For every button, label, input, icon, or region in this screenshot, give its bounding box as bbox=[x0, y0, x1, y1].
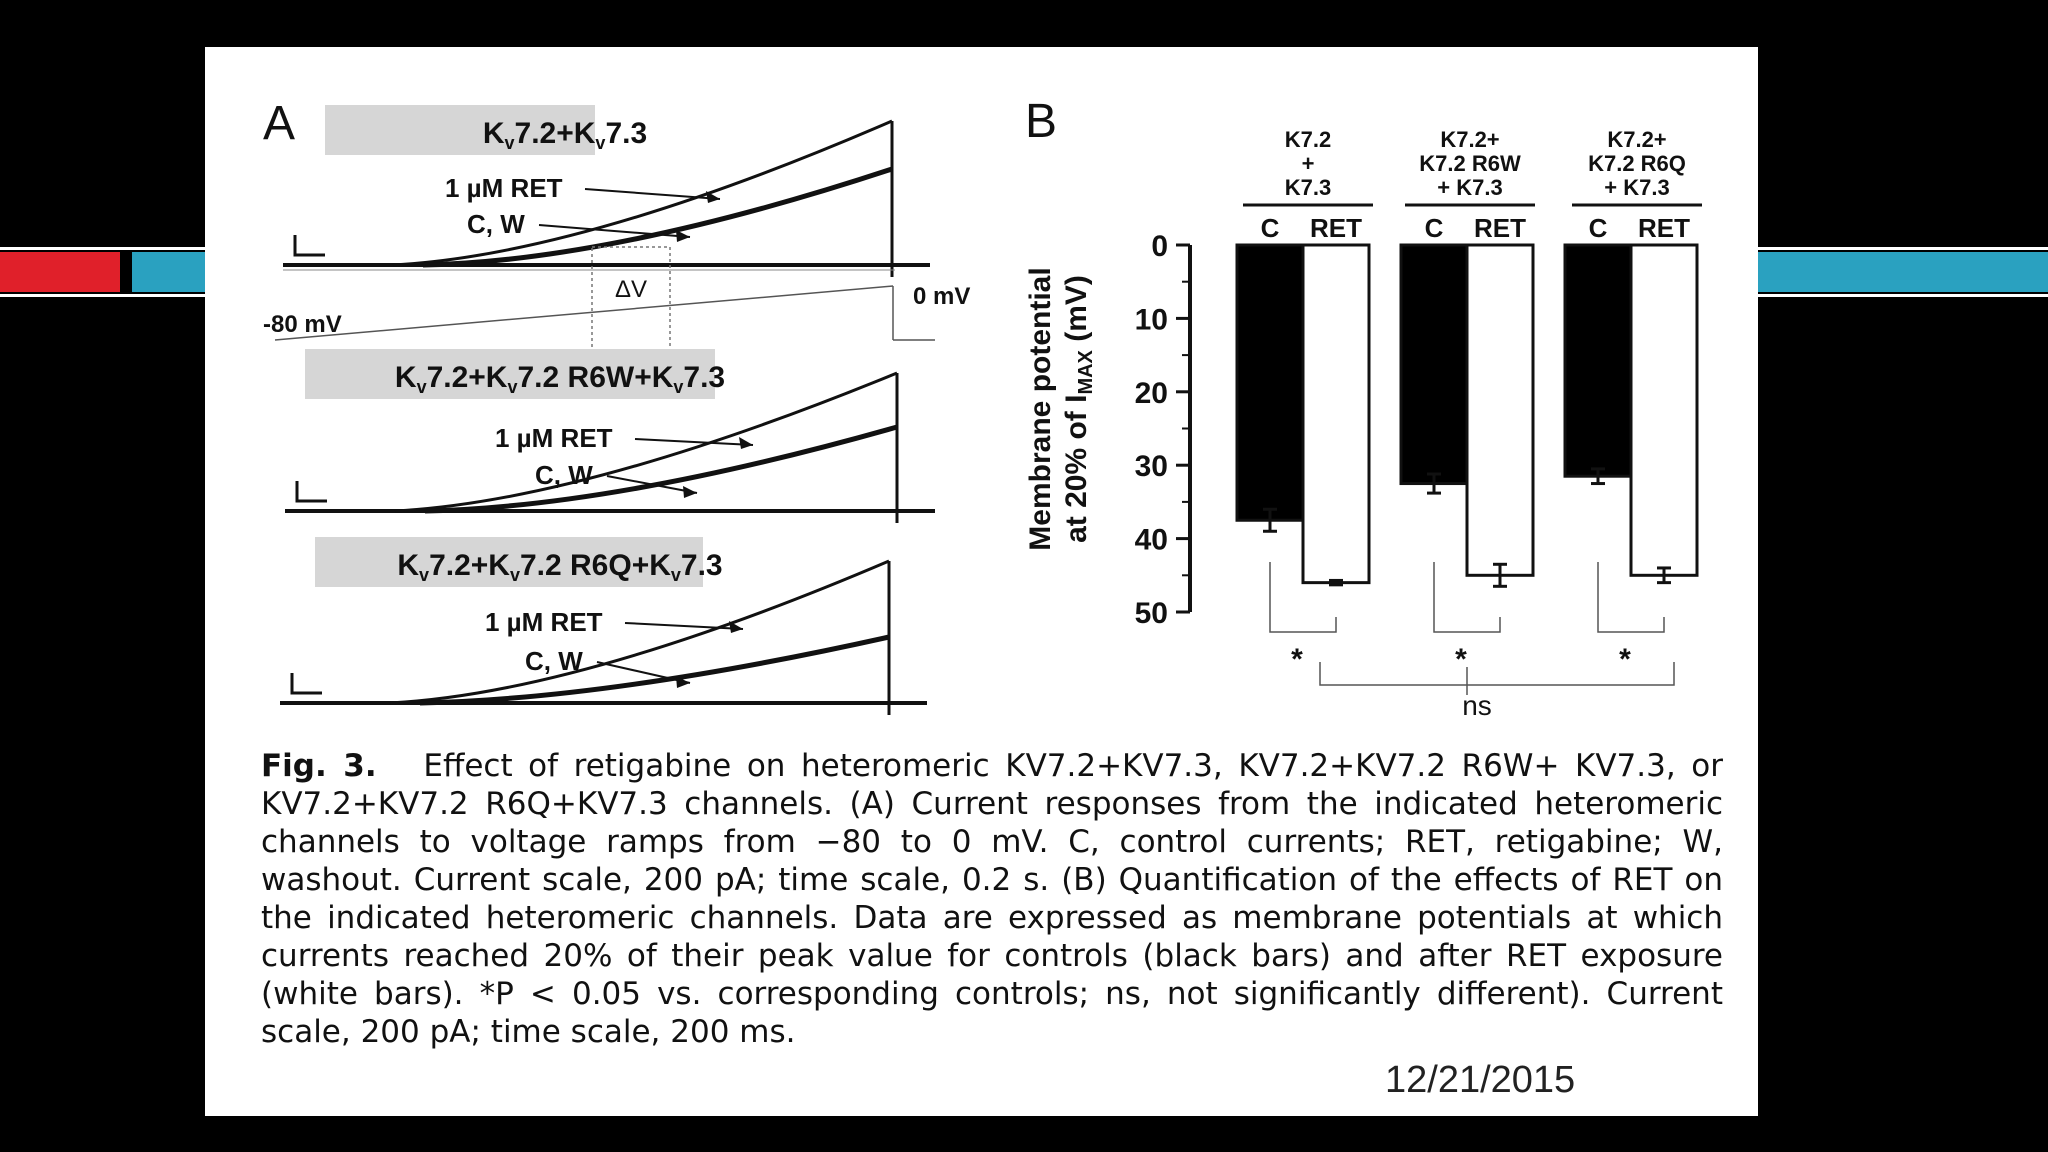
control-current-curve bbox=[420, 637, 889, 703]
scale-bar bbox=[297, 481, 327, 501]
title-segment: K bbox=[394, 361, 417, 394]
ramp-start-label: -80 mV bbox=[263, 311, 342, 338]
figure-caption bbox=[261, 747, 1723, 1051]
cw-label: C, W bbox=[535, 460, 593, 490]
ret-label: 1 µM RET bbox=[485, 607, 603, 637]
title-segment: K bbox=[482, 117, 505, 150]
bar-label: RET bbox=[1310, 213, 1362, 243]
title-subscript: v bbox=[507, 377, 518, 397]
ret-label: 1 µM RET bbox=[445, 173, 563, 203]
y-label-unit: (mV) bbox=[1060, 275, 1093, 351]
panel-a-letter: A bbox=[263, 97, 296, 150]
cw-label: C, W bbox=[467, 209, 525, 239]
ramp-end-label: 0 mV bbox=[913, 283, 971, 310]
group-header-line: K7.2+ bbox=[1440, 127, 1500, 152]
title-subscript: v bbox=[673, 377, 684, 397]
voltage-ramp-line bbox=[275, 286, 893, 340]
group-header-line: K7.2+ bbox=[1607, 127, 1667, 152]
cw-label: C, W bbox=[525, 646, 583, 676]
scale-bar bbox=[292, 673, 322, 693]
bar-label: C bbox=[1588, 213, 1608, 243]
title-subscript: v bbox=[595, 133, 606, 153]
title-segment: K bbox=[397, 549, 420, 582]
control-bar bbox=[1401, 245, 1467, 484]
delta-v-label: ΔV bbox=[614, 276, 648, 303]
title-segment: 7.2 R6W+K bbox=[517, 361, 674, 394]
title-subscript: v bbox=[419, 565, 430, 585]
cw-arrowhead bbox=[683, 486, 697, 498]
y-tick-label: 30 bbox=[1134, 450, 1168, 484]
bar-label: C bbox=[1424, 213, 1444, 243]
control-bar bbox=[1237, 245, 1303, 520]
y-tick-label: 10 bbox=[1134, 303, 1168, 337]
scale-bar bbox=[295, 235, 325, 255]
y-tick-label: 50 bbox=[1134, 597, 1168, 630]
ret-arrow bbox=[635, 439, 753, 445]
bar-group-1 bbox=[1237, 127, 1373, 676]
bar-group-2 bbox=[1401, 127, 1535, 676]
ret-arrowhead bbox=[739, 437, 753, 449]
figure-graphics bbox=[205, 47, 1758, 747]
y-axis-label bbox=[1024, 267, 1097, 550]
title-segment: 7.2+K bbox=[514, 117, 596, 150]
title-segment: 7.2 R6Q+K bbox=[519, 549, 671, 582]
group-header-line: K7.2 R6W bbox=[1419, 151, 1521, 176]
title-subscript: v bbox=[504, 133, 515, 153]
ret-label: 1 µM RET bbox=[495, 423, 613, 453]
control-bar bbox=[1565, 245, 1631, 476]
bar-group-3 bbox=[1565, 127, 1702, 676]
significance-star: * bbox=[1619, 643, 1631, 676]
ret-arrow bbox=[585, 189, 720, 199]
title-segment: 7.3 bbox=[605, 117, 648, 150]
y-tick-label: 20 bbox=[1134, 376, 1168, 410]
bar-label: RET bbox=[1474, 213, 1526, 243]
slide-date: 12/21/2015 bbox=[1385, 1059, 1576, 1101]
group-header-line: K7.2 R6Q bbox=[1588, 151, 1686, 176]
group-header-line: K7.2 bbox=[1284, 127, 1332, 152]
group-header-line: + bbox=[1301, 151, 1315, 176]
y-label-subscript: MAX bbox=[1075, 350, 1097, 395]
title-segment: 7.3 bbox=[683, 361, 726, 394]
title-segment: 7.3 bbox=[680, 549, 723, 582]
group-header-line: + K7.3 bbox=[1437, 175, 1503, 200]
bar-label: C bbox=[1260, 213, 1280, 243]
y-label-line-1: Membrane potential bbox=[1024, 267, 1057, 551]
bar-label: RET bbox=[1638, 213, 1690, 243]
panel-b-letter: B bbox=[1025, 95, 1058, 148]
significance-star: * bbox=[1455, 643, 1467, 676]
title-segment: 7.2+K bbox=[429, 549, 510, 582]
title-subscript: v bbox=[670, 565, 681, 585]
cw-arrowhead bbox=[676, 230, 690, 242]
caption-text: Effect of retigabine on heteromeric KV7.2+KV7.3, KV7.2+KV7.2 R6W+ KV7.3, or KV7.2+KV7.2 R6Q+KV7.3 channels. (A) Current responses from the indicated heteromeric channels to voltage ramps from −80 to 0 mV. C, control currents; RET, retigabine; W, washout. Current scale, 200 pA; time scale, 0.2 s. (B) Quantification of the effects of RET on the indicated heteromeric channels. Data are expressed as membrane potentials at which currents reached 20% of their peak value for controls (black bars) and after RET exposure (white bars). *P < 0.05 vs. corresponding controls; ns, not significantly different). Current scale, 200 pA; time scale, 200 ms. bbox=[261, 748, 1723, 1050]
figure-slide bbox=[205, 47, 1758, 1116]
ret-bar bbox=[1303, 245, 1369, 583]
ret-bar bbox=[1467, 245, 1533, 575]
ns-label: ns bbox=[1462, 690, 1492, 721]
group-header-line: K7.3 bbox=[1284, 175, 1332, 200]
significance-star: * bbox=[1291, 643, 1303, 676]
y-tick-label: 40 bbox=[1134, 523, 1168, 557]
y-tick-label: 0 bbox=[1151, 230, 1168, 263]
blue-accent-bar-right bbox=[1758, 252, 2048, 292]
cw-arrow bbox=[597, 662, 690, 683]
title-subscript: v bbox=[509, 565, 520, 585]
ret-bar bbox=[1631, 245, 1697, 575]
red-accent-bar bbox=[0, 252, 120, 292]
title-subscript: v bbox=[416, 377, 427, 397]
caption-fig-label: Fig. 3. bbox=[261, 748, 377, 784]
title-segment: 7.2+K bbox=[426, 361, 508, 394]
y-label-line-2: at 20% of I bbox=[1060, 394, 1093, 543]
group-header-line: + K7.3 bbox=[1604, 175, 1670, 200]
